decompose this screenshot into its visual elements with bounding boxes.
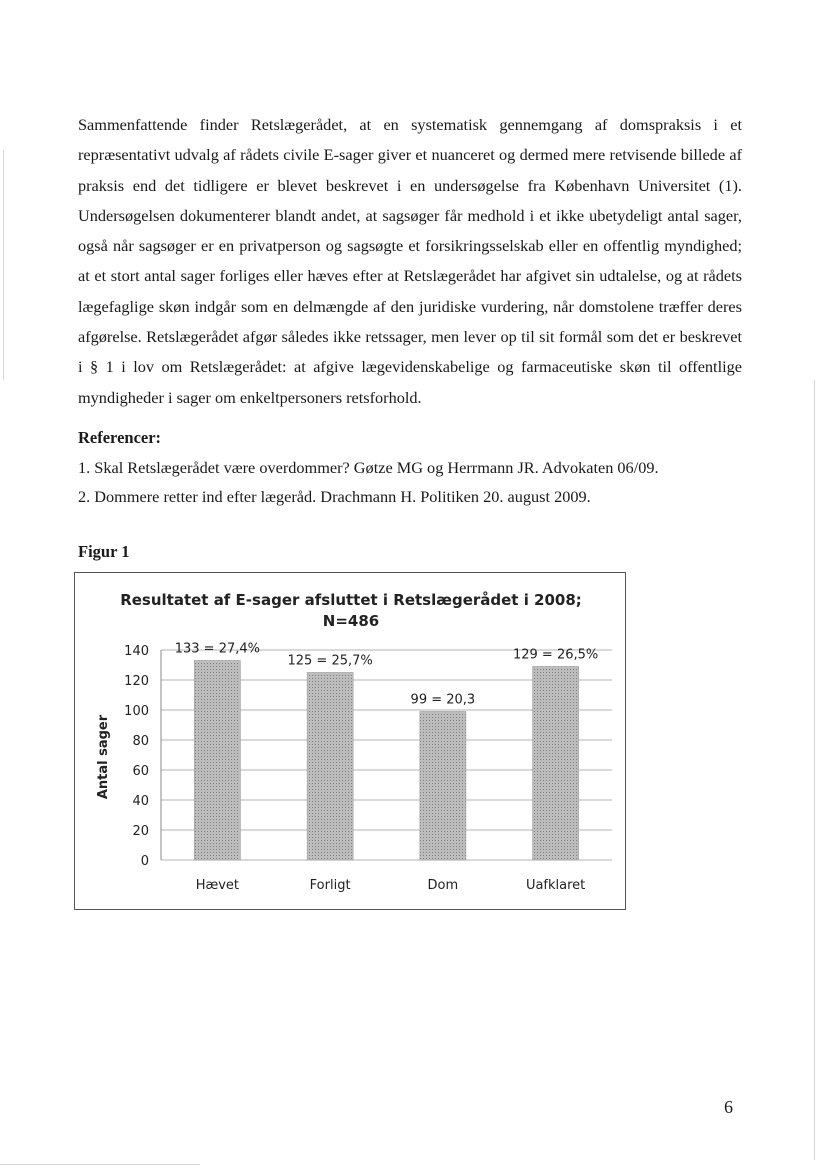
page-number: 6: [724, 1097, 733, 1117]
bar-forligt: [307, 673, 353, 861]
chart-frame: [74, 572, 626, 910]
page-edge-right: [814, 380, 815, 1160]
reference-item-2: 2. Dommere retter ind efter lægeråd. Drachmann H. Politiken 20. august 2009.: [78, 487, 591, 506]
y-tick-label-120: 120: [124, 674, 149, 689]
y-tick-label-80: 80: [132, 734, 149, 749]
y-tick-label-0: 0: [140, 854, 149, 869]
bar-hævet: [194, 661, 240, 861]
figure-label: Figur 1: [78, 542, 130, 561]
chart-title-line-2: N=486: [322, 612, 380, 630]
y-tick-label-100: 100: [124, 704, 149, 719]
chart-title-line-1: Resultatet af E-sager afsluttet i Retslægerådet i 2008;: [120, 591, 582, 609]
y-tick-label-60: 60: [132, 764, 149, 779]
x-tick-label-forligt: Forligt: [309, 878, 351, 893]
data-label-uafklaret: 129 = 26,5%: [512, 647, 599, 663]
reference-item-1: 1. Skal Retslægerådet være overdommer? Gøtze MG og Herrmann JR. Advokaten 06/09.: [78, 458, 659, 477]
bar-chart: [75, 573, 627, 911]
references-heading: Referencer:: [78, 428, 162, 447]
x-tick-label-dom: Dom: [427, 878, 459, 893]
y-tick-label-140: 140: [124, 644, 149, 659]
y-axis-label: Antal sager: [96, 714, 111, 800]
body-paragraph: Sammenfattende finder Retslægerådet, at en systematisk gennemgang af domspraksis i et repræsentativt udvalg af rådets civile E-sager giver et nuanceret og dermed mere retvisende billede af praksis end det tidligere er blevet beskrevet i en undersøgelse fra København Universitet (1). Undersøgelsen dokumenterer blandt andet, at sagsøger får medhold i et ikke ubetydeligt antal sager, også når sagsøger er en privatperson og sagsøgte et forsikringsselskab eller en offentlig myndighed; at et stort antal sager forliges eller hæves efter at Retslægerådet har afgivet sin udtalelse, og at rådets lægefaglige skøn indgår som en delmængde af den juridiske vurdering, når domstolene træffer deres afgørelse. Retslægerådet afgør således ikke retssager, men lever op til sit formål som det er beskrevet i § 1 i lov om Retslægerådet: at afgive lægevidenskabelige og farmaceutiske skøn til offentlige myndigheder i sager om enkeltpersoners retsforhold.: [78, 115, 742, 407]
x-tick-label-hævet: Hævet: [195, 878, 240, 893]
page-edge-bottom: [0, 1164, 200, 1165]
data-label-forligt: 125 = 25,7%: [287, 653, 373, 669]
bar-uafklaret: [533, 667, 579, 861]
data-label-dom: 99 = 20,3: [410, 692, 476, 708]
y-tick-label-20: 20: [132, 824, 149, 839]
bar-dom: [420, 712, 466, 861]
page-edge-left: [3, 150, 4, 380]
x-tick-label-uafklaret: Uafklaret: [525, 878, 586, 893]
y-tick-label-40: 40: [132, 794, 149, 809]
data-label-hævet: 133 = 27,4%: [174, 641, 261, 657]
